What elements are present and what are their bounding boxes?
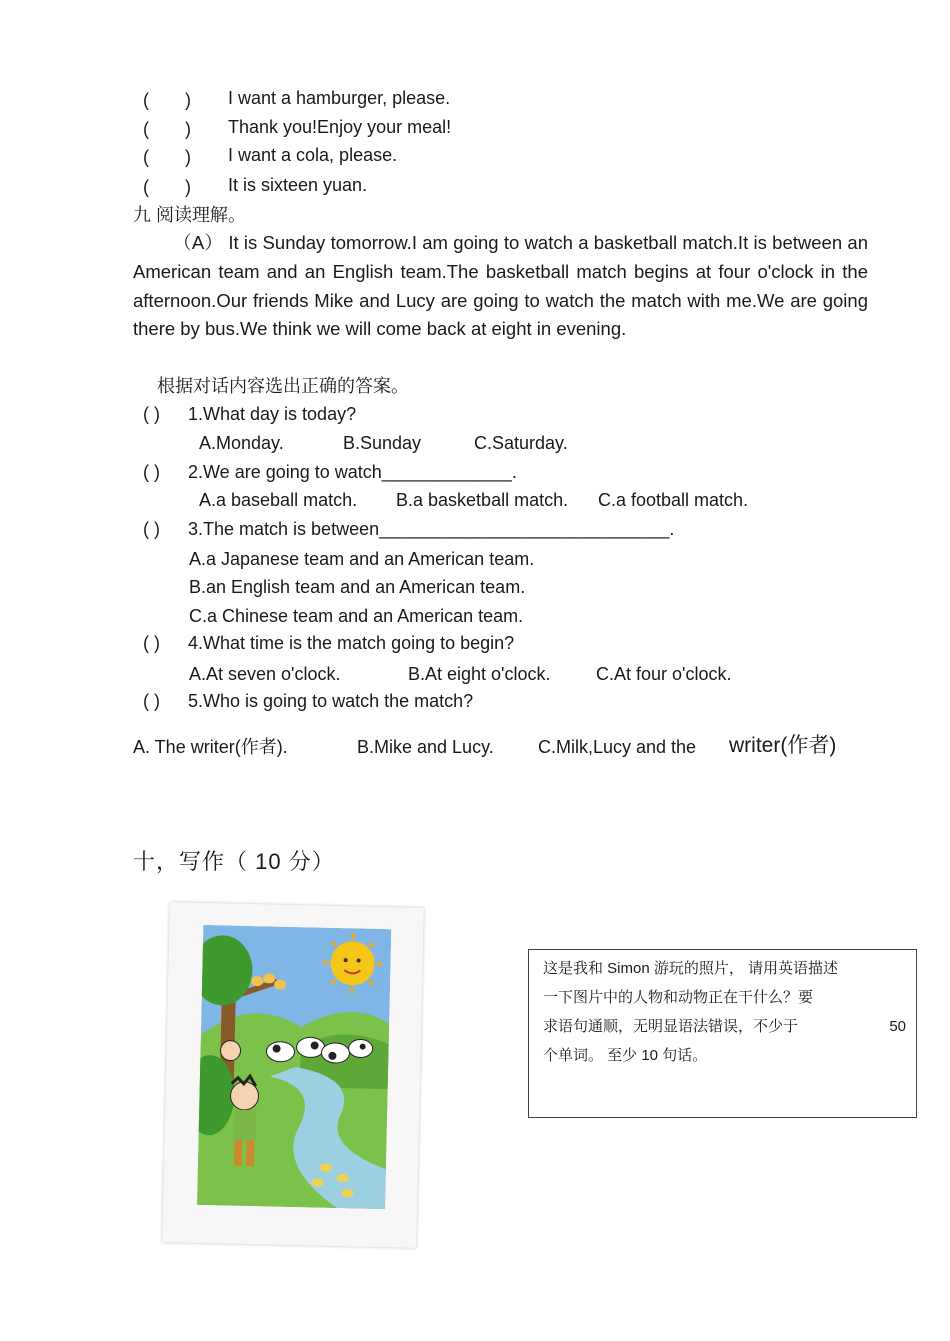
prompt-line <box>543 1012 904 1041</box>
dialogue-line: I want a cola, please. <box>228 145 398 165</box>
option-c-tail: writer(作者) <box>729 734 837 757</box>
answer-paren[interactable]: ( ) <box>143 691 160 711</box>
reading-passage <box>133 229 868 344</box>
question-2: 2.We are going to watch_____________. <box>188 462 517 482</box>
answer-paren[interactable]: ( ) <box>143 633 160 653</box>
dialogue-line: I want a hamburger, please. <box>228 88 451 108</box>
answer-paren[interactable]: ( ) <box>143 147 191 167</box>
answer-paren[interactable]: ( ) <box>143 177 191 197</box>
answer-paren[interactable]: ( ) <box>143 519 160 539</box>
option-b: B.Sunday <box>343 433 422 453</box>
option-c: C.a Chinese team and an American team. <box>189 606 524 626</box>
prompt-line: 个单词。 至少 10 句话。 <box>543 1047 708 1064</box>
option-c: C.a football match. <box>598 490 749 510</box>
question-1: 1.What day is today? <box>188 404 357 424</box>
writing-prompt-box <box>528 949 917 1118</box>
option-c: C.At four o'clock. <box>596 664 732 684</box>
word-count: 50 <box>889 1018 906 1035</box>
instruction: 根据对话内容选出正确的答案。 <box>157 376 409 396</box>
passage-label: （A） <box>173 232 223 253</box>
park-photo <box>162 902 424 1248</box>
option-b: B.At eight o'clock. <box>408 664 551 684</box>
option-b: B.a basketball match. <box>396 490 569 510</box>
answer-paren[interactable]: ( ) <box>143 90 191 110</box>
option-a: A.Monday. <box>199 433 284 453</box>
option-b: B.Mike and Lucy. <box>357 737 494 757</box>
dialogue-line: Thank you!Enjoy your meal! <box>228 117 452 137</box>
dialogue-line: It is sixteen yuan. <box>228 175 368 195</box>
question-3: 3.The match is between_____________________________. <box>188 519 675 539</box>
option-a: A.a baseball match. <box>199 490 358 510</box>
answer-paren[interactable]: ( ) <box>143 119 191 139</box>
option-a: A.a Japanese team and an American team. <box>189 549 535 569</box>
option-b: B.an English team and an American team. <box>189 577 526 597</box>
option-a: A. The writer(作者). <box>133 737 288 757</box>
prompt-line: 一下图片中的人物和动物正在干什么？要 <box>543 989 814 1006</box>
passage-text: It is Sunday tomorrow.I am going to watch a basketball match.It is between an American team and an English team.The basketball match begins at four o'clock in the afternoon.Our friends Mike and Lucy are going to watch the match with me.We are going there by bus.We think we will come back at eight in evening. <box>133 232 868 340</box>
answer-paren[interactable]: ( ) <box>143 462 160 482</box>
prompt-line: 这是我和 Simon 游玩的照片， 请用英语描述 <box>543 960 839 977</box>
option-c: C.Saturday. <box>474 433 568 453</box>
section-heading: 九 阅读理解。 <box>133 205 247 225</box>
question-4: 4.What time is the match going to begin? <box>188 633 515 653</box>
answer-paren[interactable]: ( ) <box>143 404 160 424</box>
option-a: A.At seven o'clock. <box>189 664 341 684</box>
question-5: 5.Who is going to watch the match? <box>188 691 474 711</box>
option-c: C.Milk,Lucy and the <box>538 737 697 757</box>
prompt-text: 求语句通顺，无明显语法错误，不少于 <box>543 1018 799 1035</box>
section-heading: 十，写作（ 10 分） <box>133 849 335 874</box>
park-illustration <box>197 925 391 1209</box>
